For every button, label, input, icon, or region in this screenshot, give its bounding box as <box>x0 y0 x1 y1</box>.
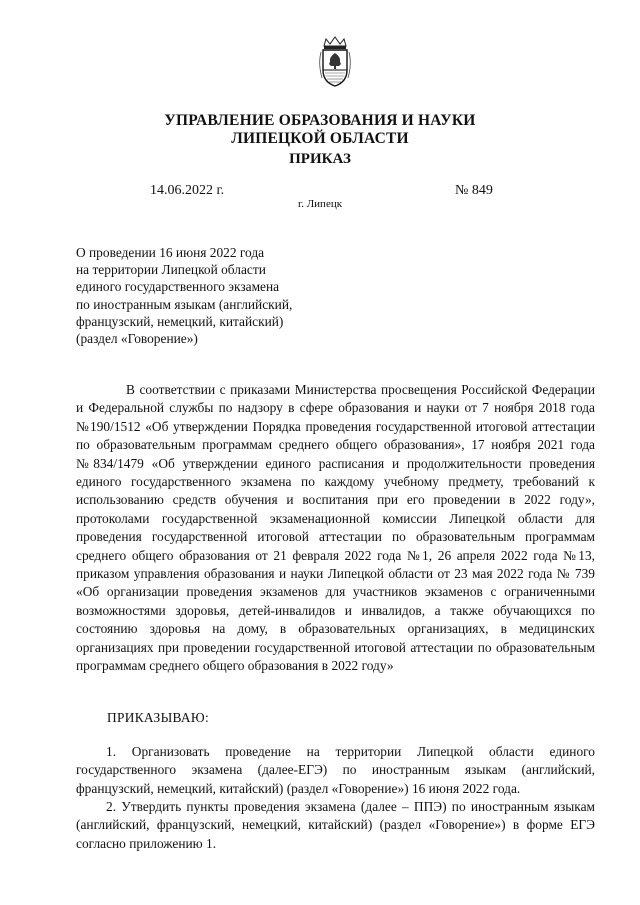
order-item-1: 1. Организовать проведение на территории Липецкой области единого государственного экзамена (далее-ЕГЭ) по иностранным языкам (английский, французский, немецкий, китайский) (раздел «Говорение») 16 июня 2022 года. <box>76 744 595 796</box>
document-date: 14.06.2022 г. <box>150 183 225 198</box>
organization-name-line1: УПРАВЛЕНИЕ ОБРАЗОВАНИЯ И НАУКИ <box>164 112 476 129</box>
document-number: № 849 <box>455 183 493 198</box>
subject-line: по иностранным языкам (английский, <box>76 296 293 312</box>
decree-word: ПРИКАЗЫВАЮ: <box>107 710 209 725</box>
subject-line: на территории Липецкой области <box>76 262 266 278</box>
subject-line: О проведении 16 июня 2022 года <box>76 245 265 260</box>
order-item-2: 2. Утвердить пункты проведения экзамена (далее – ППЭ) по иностранным языкам (английский, французский, немецкий, китайский) (раздел «Говорение») в форме ЕГЭ согласно приложению 1. <box>76 799 595 851</box>
preamble-paragraph: В соответствии с приказами Министерства просвещения Российской Федерации и Федеральной службы по надзору в сфере образования и науки от 7 ноября 2018 года №190/1512 «Об утверждении Порядка проведения государственной итоговой аттестации по образовательным программам среднего общего образования», 17 ноября 2021 года №834/1479 «Об утверждении единого расписания и продолжительности проведения единого государственного экзамена по каждому учебному предмету, требований к использованию средств обучения и воспитания при его проведении в 2022 году», протоколами государственной экзаменационной комиссии Липецкой области для проведения государственной итоговой аттестации по образовательным программам среднего общего образования от 21 февраля 2022 года №1, 26 апреля 2022 года №13, приказом управления образования и науки Липецкой области от 23 мая 2022 года № 739 «Об организации проведения экзаменов для участников экзаменов с ограниченными возможностями здоровья, детей-инвалидов и инвалидов, а также обучающихся по состоянию здоровья на дому, в образовательных организациях, в медицинских организациях при проведении государственной итоговой аттестации по образовательным программам среднего общего образования в 2022 году» <box>76 382 595 674</box>
organization-name-line2: ЛИПЕЦКОЙ ОБЛАСТИ <box>231 130 409 147</box>
subject-line: (раздел «Говорение») <box>76 331 198 347</box>
subject-line: французский, немецкий, китайский) <box>76 313 284 329</box>
document-type: ПРИКАЗ <box>289 151 351 167</box>
document-subject <box>76 244 376 347</box>
coat-of-arms-icon <box>316 36 354 88</box>
subject-line: единого государственного экзамена <box>76 279 280 295</box>
document-city: г. Липецк <box>297 198 343 210</box>
